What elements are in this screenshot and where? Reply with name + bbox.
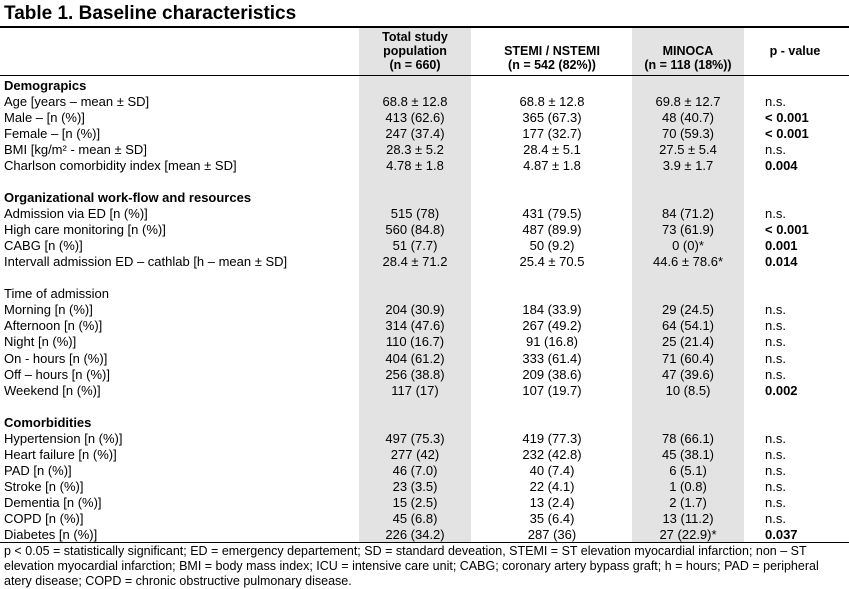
table-row <box>0 142 849 158</box>
cell-pvalue: < 0.001 <box>765 126 809 142</box>
cell-total: 277 (42) <box>390 446 440 462</box>
cell-total: 45 (6.8) <box>392 510 438 526</box>
cell-total: 15 (2.5) <box>392 494 438 510</box>
section-label: Time of admission <box>4 286 109 302</box>
section-heading <box>0 190 849 206</box>
cell-minoca: 71 (60.4) <box>661 350 715 366</box>
cell-minoca: 69.8 ± 12.7 <box>655 94 721 110</box>
table-row <box>0 367 849 383</box>
cell-stemi: 107 (19.7) <box>522 382 582 398</box>
cell-stemi: 365 (67.3) <box>522 110 582 126</box>
cell-total: 560 (84.8) <box>385 222 445 238</box>
row-label: Admission via ED [n (%)] <box>4 206 148 222</box>
cell-pvalue: 0.014 <box>765 254 798 270</box>
table-row <box>0 511 849 527</box>
cell-pvalue: n.s. <box>765 366 786 382</box>
cell-minoca: 64 (54.1) <box>661 318 715 334</box>
cell-pvalue: n.s. <box>765 350 786 366</box>
cell-stemi: 333 (61.4) <box>522 350 582 366</box>
row-label: Stroke [n (%)] <box>4 478 84 494</box>
header-pvalue-line: p - value <box>769 44 821 58</box>
cell-minoca: 48 (40.7) <box>661 110 715 126</box>
cell-minoca: 78 (66.1) <box>661 430 715 446</box>
cell-pvalue: n.s. <box>765 446 786 462</box>
cell-total: 404 (61.2) <box>385 350 445 366</box>
cell-pvalue: n.s. <box>765 94 786 110</box>
cell-minoca: 13 (11.2) <box>662 510 714 526</box>
row-label: Female – [n (%)] <box>4 126 101 142</box>
cell-pvalue: n.s. <box>765 142 786 158</box>
cell-total: 4.78 ± 1.8 <box>386 158 444 174</box>
cell-pvalue: n.s. <box>765 462 786 478</box>
cell-pvalue: n.s. <box>765 430 786 446</box>
row-label: Off – hours [n (%)] <box>4 366 110 382</box>
cell-minoca: 44.6 ± 78.6* <box>652 254 724 270</box>
cell-minoca: 47 (39.6) <box>661 366 715 382</box>
cell-stemi: 184 (33.9) <box>522 302 582 318</box>
header-stemi-line: STEMI / NSTEMI <box>504 44 600 58</box>
table-row <box>0 351 849 367</box>
row-label: Night [n (%)] <box>4 334 77 350</box>
header-total <box>359 30 471 72</box>
cell-minoca: 27.5 ± 5.4 <box>659 142 717 158</box>
table-row <box>0 447 849 463</box>
section-label: Organizational work-flow and resources <box>4 190 252 206</box>
row-label: Weekend [n (%)] <box>4 382 101 398</box>
cell-pvalue: n.s. <box>765 334 786 350</box>
cell-pvalue: n.s. <box>765 478 786 494</box>
header-stemi-line: (n = 542 (82%)) <box>508 58 596 72</box>
row-label: High care monitoring [n (%)] <box>4 222 166 238</box>
cell-pvalue: n.s. <box>765 206 786 222</box>
header-minoca-line: (n = 118 (18%)) <box>644 58 732 72</box>
cell-minoca: 6 (5.1) <box>669 462 707 478</box>
cell-stemi: 28.4 ± 5.1 <box>523 142 581 158</box>
cell-stemi: 287 (36) <box>527 526 577 542</box>
cell-stemi: 91 (16.8) <box>525 334 579 350</box>
cell-pvalue: n.s. <box>765 302 786 318</box>
table-title: Table 1. Baseline characteristics <box>4 3 297 24</box>
cell-minoca: 1 (0.8) <box>669 478 707 494</box>
row-label: Dementia [n (%)] <box>4 494 102 510</box>
cell-total: 28.4 ± 71.2 <box>382 254 448 270</box>
cell-minoca: 2 (1.7) <box>669 494 707 510</box>
section-heading <box>0 286 849 302</box>
cell-pvalue: 0.037 <box>765 526 798 542</box>
cell-stemi: 431 (79.5) <box>522 206 582 222</box>
header-total-line: population <box>383 44 447 58</box>
table-row <box>0 479 849 495</box>
cell-minoca: 0 (0)* <box>672 238 704 254</box>
cell-total: 497 (75.3) <box>385 430 445 446</box>
header-total-line: (n = 660) <box>389 58 441 72</box>
section-heading <box>0 78 849 94</box>
cell-stemi: 22 (4.1) <box>529 478 575 494</box>
cell-total: 314 (47.6) <box>385 318 445 334</box>
cell-total: 256 (38.8) <box>385 366 445 382</box>
cell-stemi: 35 (6.4) <box>529 510 575 526</box>
row-label: PAD [n (%)] <box>4 462 72 478</box>
row-label: Heart failure [n (%)] <box>4 446 117 462</box>
cell-minoca: 25 (21.4) <box>661 334 715 350</box>
cell-total: 28.3 ± 5.2 <box>386 142 444 158</box>
row-label: Diabetes [n (%)] <box>4 526 98 542</box>
table-row <box>0 318 849 334</box>
cell-stemi: 50 (9.2) <box>529 238 575 254</box>
table-row <box>0 206 849 222</box>
cell-stemi: 419 (77.3) <box>522 430 582 446</box>
cell-stemi: 13 (2.4) <box>529 494 575 510</box>
cell-total: 110 (16.7) <box>385 334 445 350</box>
header-minoca <box>632 44 744 72</box>
cell-minoca: 29 (24.5) <box>661 302 715 318</box>
cell-total: 46 (7.0) <box>392 462 438 478</box>
cell-stemi: 267 (49.2) <box>522 318 582 334</box>
row-label: On - hours [n (%)] <box>4 350 108 366</box>
section-label: Comorbidities <box>4 414 92 430</box>
header-total-line: Total study <box>382 30 448 44</box>
cell-stemi: 209 (38.6) <box>522 366 582 382</box>
cell-total: 226 (34.2) <box>385 526 445 542</box>
row-label: BMI [kg/m² - mean ± SD] <box>4 142 147 158</box>
cell-minoca: 73 (61.9) <box>661 222 715 238</box>
cell-total: 68.8 ± 12.8 <box>382 94 448 110</box>
header-rule <box>0 75 849 76</box>
header-minoca-line: MINOCA <box>662 44 714 58</box>
table-row <box>0 302 849 318</box>
row-label: Age [years – mean ± SD] <box>4 94 150 110</box>
cell-total: 51 (7.7) <box>392 238 438 254</box>
header-stemi <box>486 44 618 72</box>
cell-stemi: 232 (42.8) <box>522 446 582 462</box>
cell-pvalue: n.s. <box>765 318 786 334</box>
cell-stemi: 4.87 ± 1.8 <box>523 158 581 174</box>
cell-pvalue: < 0.001 <box>765 222 809 238</box>
cell-pvalue: < 0.001 <box>765 110 809 126</box>
row-label: Charlson comorbidity index [mean ± SD] <box>4 158 237 174</box>
table-row <box>0 94 849 110</box>
table-row <box>0 431 849 447</box>
table-row <box>0 238 849 254</box>
row-label: COPD [n (%)] <box>4 510 84 526</box>
cell-total: 204 (30.9) <box>385 302 445 318</box>
footnote: p < 0.05 = statistically significant; ED = emergency departement; SD = standard deveation, STEMI = ST elevation myocardial infarction; non – ST elevation myocardial infarction; BMI = body mass index; ICU = intensive care unit; CABG; coronary artery bypass graft; h = hours; PAD = peripheral atery disease; COPD = chronic obstructive pulmonary disease. <box>4 544 819 588</box>
table-row <box>0 158 849 174</box>
cell-minoca: 3.9 ± 1.7 <box>662 158 714 174</box>
row-label: Hypertension [n (%)] <box>4 430 123 446</box>
table-row <box>0 334 849 350</box>
cell-minoca: 27 (22.9)* <box>659 526 717 542</box>
table-row <box>0 527 849 543</box>
header-pvalue <box>755 44 835 58</box>
cell-pvalue: n.s. <box>765 510 786 526</box>
cell-minoca: 45 (38.1) <box>661 446 715 462</box>
cell-stemi: 177 (32.7) <box>522 126 582 142</box>
row-label: Afternoon [n (%)] <box>4 318 103 334</box>
section-label: Demograpics <box>4 78 87 93</box>
table-row <box>0 222 849 238</box>
cell-pvalue: 0.004 <box>765 158 798 174</box>
cell-total: 413 (62.6) <box>385 110 445 126</box>
table-row <box>0 254 849 270</box>
cell-minoca: 70 (59.3) <box>661 126 715 142</box>
cell-pvalue: 0.002 <box>765 382 798 398</box>
top-rule <box>0 26 849 28</box>
table-row <box>0 110 849 126</box>
table-row <box>0 495 849 511</box>
cell-pvalue: 0.001 <box>765 238 798 254</box>
cell-pvalue: n.s. <box>765 494 786 510</box>
cell-minoca: 84 (71.2) <box>661 206 715 222</box>
cell-minoca: 10 (8.5) <box>665 382 711 398</box>
cell-total: 515 (78) <box>390 206 440 222</box>
cell-total: 117 (17) <box>391 382 439 398</box>
cell-total: 23 (3.5) <box>392 478 438 494</box>
cell-stemi: 68.8 ± 12.8 <box>519 94 585 110</box>
cell-total: 247 (37.4) <box>385 126 445 142</box>
table-row <box>0 463 849 479</box>
row-label: Morning [n (%)] <box>4 302 93 318</box>
row-label: Intervall admission ED – cathlab [h – mean ± SD] <box>4 254 288 270</box>
table-row <box>0 383 849 399</box>
cell-stemi: 25.4 ± 70.5 <box>519 254 585 270</box>
cell-stemi: 40 (7.4) <box>529 462 575 478</box>
row-label: Male – [n (%)] <box>4 110 85 126</box>
row-label: CABG [n (%)] <box>4 238 83 254</box>
section-heading <box>0 415 849 431</box>
table-row <box>0 126 849 142</box>
cell-stemi: 487 (89.9) <box>522 222 582 238</box>
